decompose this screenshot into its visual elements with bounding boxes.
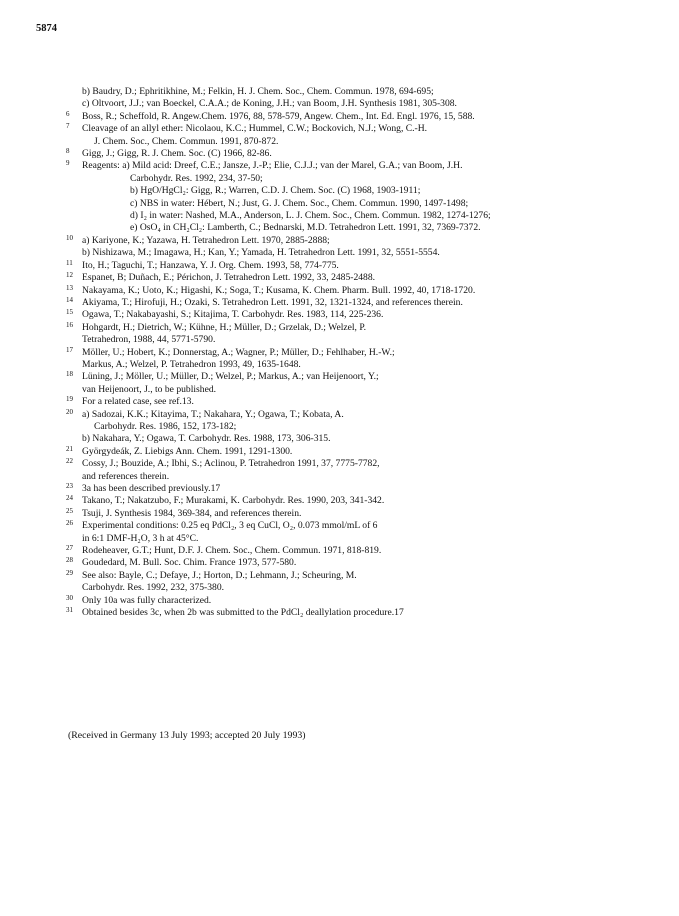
reference-item [66,272,666,284]
reference-item [66,483,666,495]
reference-line: Lüning, J.; Möller, U.; Müller, D.; Welzel, P.; Markus, A.; van Heijenoort, Y.; [82,371,379,383]
reference-line: Akiyama, T.; Hirofuji, H.; Ozaki, S. Tetrahedron Lett. 1991, 32, 1321-1324, and references therein. [82,296,463,308]
reference-number: 13 [66,283,73,292]
reference-line: For a related case, see ref.13. [82,396,194,408]
reference-line: d) I₂ in water: Nashed, M.A., Anderson, L. J. Chem. Soc., Chem. Commun. 1982, 1274-1276; [130,210,491,222]
reference-line: Ito, H.; Taguchi, T.; Hanzawa, Y. J. Org. Chem. 1993, 58, 774-775. [82,259,339,271]
reference-line: Tetrahedron, 1988, 44, 5771-5790. [82,334,216,346]
reference-number: 22 [66,457,73,466]
reference-item [66,309,666,321]
reference-line: Cleavage of an allyl ether: Nicolaou, K.C.; Hummel, C.W.; Bockovich, N.J.; Wong, C.-H. [82,123,428,135]
reference-item [66,396,666,408]
reference-number: 15 [66,308,73,317]
reference-line: Takano, T.; Nakatzubo, F.; Murakami, K. Carbohydr. Res. 1990, 203, 341-342. [82,495,385,507]
reference-line: Experimental conditions: 0.25 eq PdCl₂, 3 eq CuCl, O₂, 0.073 mmol/mL of 6 [82,520,378,532]
reference-line: Espanet, B; Duñach, E.; Périchon, J. Tetrahedron Lett. 1992, 33, 2485-2488. [82,272,376,284]
reference-line: van Heijenoort, J., to be published. [82,383,217,395]
reference-line: b) Nakahara, Y.; Ogawa, T. Carbohydr. Res. 1988, 173, 306-315. [82,433,331,445]
reference-line: in 6:1 DMF-H₂O, 3 h at 45°C. [82,532,199,544]
reference-number: 23 [66,482,73,490]
reference-item [66,235,666,260]
reference-item [66,508,666,520]
reference-line: Nakayama, K.; Uoto, K.; Higashi, K.; Soga, T.; Kusama, K. Chem. Pharm. Bull. 1992, 40, 1718-1720. [82,284,476,296]
reference-number: 31 [66,606,73,615]
reference-item [66,545,666,557]
reference-number: 6 [66,109,70,118]
reference-item [66,595,666,607]
reference-item [66,86,666,111]
reference-line: c) Oltvoort, J.J.; van Boeckel, C.A.A.; de Koning, J.H.; van Boom, J.H. Synthesis 1981, 305-308. [82,98,457,110]
reference-number: 7 [66,122,70,131]
reference-line: b) HgO/HgCl₂: Gigg, R.; Warren, C.D. J. Chem. Soc. (C) 1968, 1903-1911; [130,185,421,197]
reference-number: 12 [66,271,73,280]
reference-line: J. Chem. Soc., Chem. Commun. 1991, 870-872. [94,135,279,147]
reference-line: Gigg, J.; Gigg, R. J. Chem. Soc. (C) 1966, 82-86. [82,148,272,160]
reference-line: a) Kariyone, K.; Yazawa, H. Tetrahedron Lett. 1970, 2885-2888; [82,234,330,246]
reference-item [66,607,666,619]
reference-item [66,347,666,372]
reference-number: 30 [66,593,73,602]
reference-item [66,160,666,234]
reference-line: b) Nishizawa, M.; Imagawa, H.; Kan, Y.; Yamada, H. Tetrahedron Lett. 1991, 32, 5551-5554. [82,247,440,259]
reference-line: Only 10a was fully characterized. [82,594,212,606]
reference-number: 10 [66,233,73,242]
reference-line: Markus, A.; Welzel, P. Tetrahedron 1993, 49, 1635-1648. [82,358,301,370]
reference-line: Carbohydr. Res. 1986, 152, 173-182; [94,420,237,432]
reference-item [66,285,666,297]
reference-number: 8 [66,147,70,156]
reference-line: Reagents: a) Mild acid: Dreef, C.E.; Jansze, J.-P.; Elie, C.J.J.; van der Marel, G.A.; van Boom, J.H. [82,160,463,172]
reference-item [66,495,666,507]
reference-number: 28 [66,556,73,565]
reference-number: 16 [66,320,73,329]
reference-item [66,570,666,595]
reference-line: Obtained besides 3c, when 2b was submitted to the PdCl₂ deallylation procedure.17 [82,607,404,619]
reference-number: 11 [66,258,73,267]
reference-line: Ogawa, T.; Nakabayashi, S.; Kitajima, T. Carbohydr. Res. 1983, 114, 225-236. [82,309,384,321]
reference-item [66,446,666,458]
reference-number: 25 [66,506,73,515]
reference-line: Carbohydr. Res. 1992, 234, 37-50; [130,172,263,184]
reference-line: and references therein. [82,470,170,482]
reference-item [66,371,666,396]
reference-line: See also: Bayle, C.; Defaye, J.; Horton, D.; Lehmann, J.; Scheuring, M. [82,569,357,581]
reference-line: Rodeheaver, G.T.; Hunt, D.F. J. Chem. Soc., Chem. Commun. 1971, 818-819. [82,545,382,557]
reference-line: Hohgardt, H.; Dietrich, W.; Kühne, H.; Müller, D.; Grzelak, D.; Welzel, P. [82,321,367,333]
reference-item [66,148,666,160]
reference-item [66,297,666,309]
received-note: (Received in Germany 13 July 1993; accepted 20 July 1993) [68,730,306,741]
reference-number: 14 [66,295,73,304]
reference-number: 19 [66,395,73,404]
reference-line: 3a has been described previously.17 [82,483,221,494]
reference-line: e) OsO₄ in CH₂Cl₂: Lamberth, C.; Bednarski, M.D. Tetrahedron Lett. 1991, 32, 7369-7372. [130,222,481,234]
reference-item [66,123,666,148]
reference-item [66,557,666,569]
reference-line: b) Baudry, D.; Ephritikhine, M.; Felkin, H. J. Chem. Soc., Chem. Commun. 1978, 694-695; [82,86,434,97]
reference-line: Tsuji, J. Synthesis 1984, 369-384, and references therein. [82,507,302,519]
reference-line: Möller, U.; Hobert, K.; Donnerstag, A.; Wagner, P.; Müller, D.; Fehlhaber, H.-W.; [82,346,395,358]
reference-line: a) Sadozai, K.K.; Kitayima, T.; Nakahara, Y.; Ogawa, T.; Kobata, A. [82,408,344,420]
reference-number: 20 [66,407,73,416]
reference-list [66,86,666,619]
page-number: 5874 [36,23,57,34]
reference-number: 24 [66,494,73,503]
reference-item [66,520,666,545]
reference-number: 26 [66,519,73,528]
reference-number: 9 [66,159,70,168]
reference-item [66,260,666,272]
reference-line: Goudedard, M. Bull. Soc. Chim. France 1973, 577-580. [82,557,297,569]
reference-item [66,111,666,123]
reference-item [66,458,666,483]
reference-number: 29 [66,568,73,577]
reference-line: Boss, R.; Scheffold, R. Angew.Chem. 1976, 88, 578-579, Angew. Chem., Int. Ed. Engl. 1976, 15, 588. [82,110,475,122]
reference-item [66,322,666,347]
reference-number: 18 [66,370,73,379]
reference-number: 27 [66,544,73,553]
reference-line: Carbohydr. Res. 1992, 232, 375-380. [82,582,225,594]
reference-number: 21 [66,444,73,453]
reference-line: Cossy, J.; Bouzide, A.; Ibhi, S.; Aclinou, P. Tetrahedron 1991, 37, 7775-7782, [82,458,380,470]
reference-line: c) NBS in water: Hébert, N.; Just, G. J. Chem. Soc., Chem. Commun. 1990, 1497-1498; [130,197,469,209]
reference-line: Györgydeák, Z. Liebigs Ann. Chem. 1991, 1291-1300. [82,445,293,457]
reference-number: 17 [66,345,73,354]
reference-item [66,409,666,446]
